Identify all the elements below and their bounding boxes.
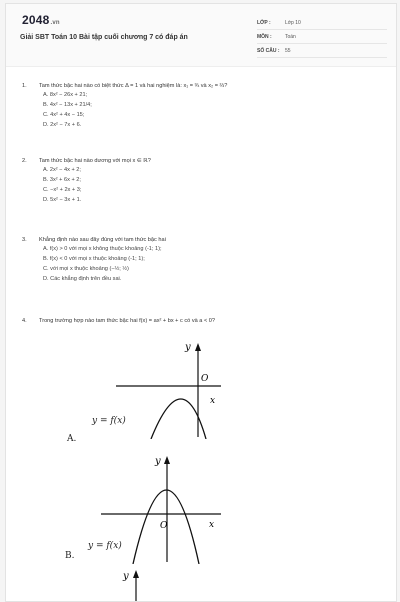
origin-label: O (201, 374, 209, 384)
option-b[interactable]: B. f(x) < 0 với mọi x thuộc khoảng (-1; 1); (43, 256, 145, 262)
graph-option-b-label[interactable]: B. (65, 551, 75, 561)
graph-option-c[interactable] (116, 567, 156, 601)
option-d[interactable]: D. 5x² − 3x + 1. (43, 197, 82, 203)
option-b[interactable]: B. 3x² + 6x + 2; (43, 177, 81, 183)
meta-key: LỚP : (257, 20, 271, 26)
graph-option-a-label[interactable]: A. (67, 434, 77, 444)
meta-subject (257, 34, 387, 44)
option-d[interactable]: D. 2x² − 7x + 6. (43, 122, 82, 128)
function-label: y = f(x) (92, 416, 126, 426)
question-number: 4. (22, 318, 27, 324)
option-a[interactable]: A. 8x² − 26x + 21; (43, 92, 88, 98)
x-axis-label: x (210, 396, 216, 406)
site-logo[interactable] (22, 13, 60, 27)
document-title: Giải SBT Toán 10 Bài tập cuối chương 7 có đáp án (20, 34, 188, 41)
option-a[interactable]: A. f(x) > 0 với mọi x không thuộc khoảng (-1; 1); (43, 246, 162, 252)
origin-label: O (160, 521, 168, 531)
meta-class (257, 20, 387, 30)
x-axis-label: x (209, 520, 215, 530)
option-c[interactable]: C. với mọi x thuộc khoảng (−½; ½) (43, 266, 129, 272)
meta-value: Lớp 10 (285, 20, 301, 26)
meta-count (257, 48, 387, 58)
document-page (5, 3, 397, 602)
question-number: 2. (22, 158, 27, 164)
logo-suffix: .vn (50, 20, 60, 26)
logo-text: 2048 (22, 13, 50, 27)
document-header (6, 4, 396, 67)
option-c[interactable]: C. −x² + 2x + 3; (43, 187, 82, 193)
meta-key: SỐ CÂU : (257, 48, 280, 54)
y-axis-arrow-icon (195, 343, 201, 351)
y-axis-label: y (123, 571, 129, 582)
meta-value: Toán (285, 34, 296, 40)
option-d[interactable]: D. Các khẳng định trên đều sai. (43, 276, 122, 282)
question-stem: Trong trường hợp nào tam thức bậc hai f(x) = ax² + bx + c có và a < 0? (39, 318, 215, 324)
option-c[interactable]: C. 4x² + 4x − 15; (43, 112, 85, 118)
option-b[interactable]: B. 4x² − 13x + 21/4; (43, 102, 92, 108)
question-stem: Tam thức bậc hai nào có biệt thức Δ = 1 và hai nghiệm là: x₁ = ¾ và x₂ = ⅔? (39, 83, 228, 89)
question-stem: Tam thức bậc hai nào dương với mọi x ∈ ℝ? (39, 158, 151, 164)
y-axis-label: y (185, 342, 191, 353)
meta-value: 55 (285, 48, 291, 54)
question-number: 3. (22, 237, 27, 243)
question-stem: Khẳng định nào sau đây đúng với tam thức bậc hai (39, 237, 166, 243)
y-axis-label: y (155, 456, 161, 467)
y-axis-arrow-icon (164, 456, 170, 464)
meta-key: MÔN : (257, 34, 272, 40)
question-number: 1. (22, 83, 27, 89)
y-axis-arrow-icon (133, 570, 139, 578)
option-a[interactable]: A. 2x² − 4x + 2; (43, 167, 81, 173)
function-label: y = f(x) (88, 541, 122, 551)
